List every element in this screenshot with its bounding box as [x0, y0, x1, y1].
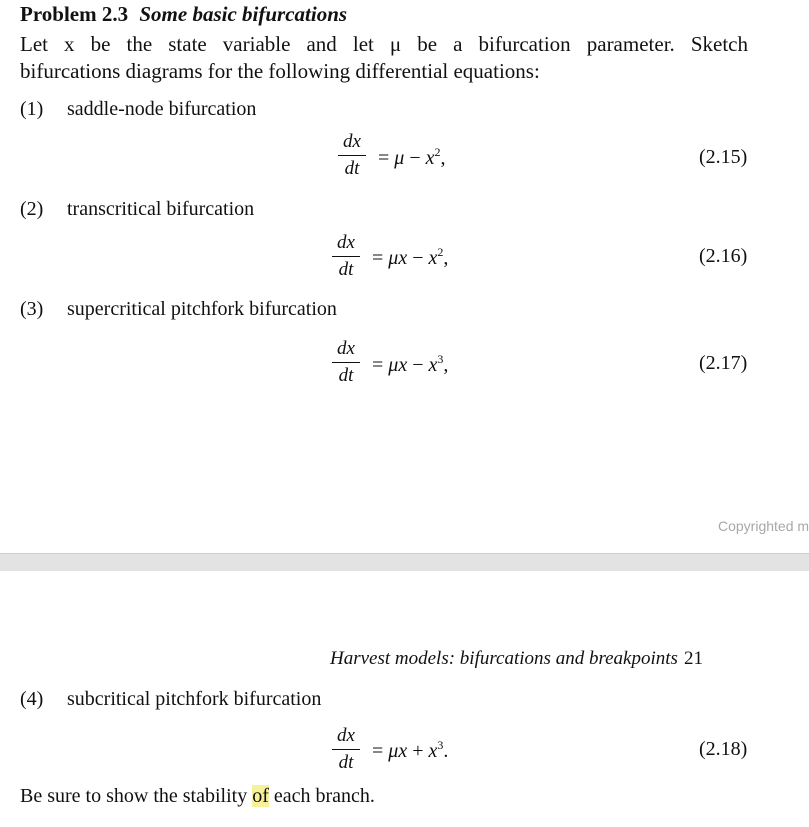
- intro-line-1: Let x be the state variable and let μ be a bifurcation parameter. Sketch: [20, 32, 748, 56]
- equation-number: (2.17): [699, 352, 748, 374]
- fraction-denominator: dt: [338, 365, 354, 386]
- closing-text-before: Be sure to show the stability: [20, 785, 253, 807]
- equation-fraction: [332, 232, 360, 281]
- rhs-operator: −: [407, 354, 429, 376]
- copyright-watermark: Copyrighted m: [718, 518, 809, 534]
- problem-name: Some basic bifurcations: [139, 2, 348, 26]
- rhs-operator: −: [407, 247, 429, 269]
- fraction-numerator: dx: [337, 338, 355, 359]
- list-item-1: [20, 98, 256, 121]
- equation-number: (2.18): [699, 738, 748, 760]
- rhs-term: μx: [388, 740, 408, 762]
- problem-title: [20, 2, 347, 27]
- rhs-exponent: 2: [437, 245, 444, 259]
- rhs-variable: x: [425, 147, 435, 169]
- item-label: subcritical pitchfork bifurcation: [67, 688, 322, 710]
- running-head: [330, 648, 703, 670]
- rhs-exponent: 3: [437, 738, 444, 752]
- fraction-numerator: dx: [343, 131, 361, 152]
- fraction-denominator: dt: [344, 158, 360, 179]
- equation-rhs: [372, 352, 448, 377]
- highlighted-word[interactable]: of: [252, 785, 269, 807]
- rhs-exponent: 2: [434, 145, 441, 159]
- rhs-variable: x: [428, 354, 438, 376]
- rhs-punctuation: ,: [443, 247, 449, 269]
- rhs-term: μx: [388, 247, 408, 269]
- rhs-punctuation: ,: [443, 354, 449, 376]
- rhs-operator: +: [407, 740, 429, 762]
- item-number: (2): [20, 198, 44, 220]
- fraction-numerator: dx: [337, 232, 355, 253]
- problem-intro: [20, 31, 748, 85]
- fraction-bar: [332, 362, 360, 363]
- fraction-bar: [332, 256, 360, 257]
- rhs-variable: x: [428, 247, 438, 269]
- item-number: (3): [20, 298, 44, 320]
- page-number: 21: [683, 648, 703, 669]
- rhs-punctuation: .: [443, 740, 449, 762]
- equation-fraction: [332, 338, 360, 387]
- fraction-bar: [332, 749, 360, 750]
- equation-fraction: [332, 725, 360, 774]
- problem-label: Problem 2.3: [20, 2, 129, 26]
- list-item-4: [20, 688, 321, 711]
- equation-rhs: [378, 145, 446, 170]
- rhs-operator: −: [404, 147, 426, 169]
- item-number: (4): [20, 688, 44, 710]
- fraction-bar: [338, 155, 366, 156]
- list-item-2: [20, 198, 254, 221]
- equation-rhs: [372, 245, 448, 270]
- rhs-variable: x: [428, 740, 438, 762]
- item-label: transcritical bifurcation: [67, 198, 255, 220]
- running-head-title: Harvest models: bifurcations and breakpoints: [330, 648, 678, 669]
- item-number: (1): [20, 98, 44, 120]
- item-label: saddle-node bifurcation: [67, 98, 257, 120]
- item-label: supercritical pitchfork bifurcation: [67, 298, 337, 320]
- equation-fraction: [338, 131, 366, 180]
- rhs-term: μx: [388, 354, 408, 376]
- list-item-3: [20, 298, 337, 321]
- closing-sentence: [20, 785, 375, 808]
- page-gutter: [0, 553, 809, 572]
- equation-number: (2.16): [699, 245, 748, 267]
- rhs-term: μ: [394, 147, 405, 169]
- equals-sign: =: [372, 740, 389, 762]
- rhs-punctuation: ,: [440, 147, 446, 169]
- equals-sign: =: [372, 247, 389, 269]
- equals-sign: =: [378, 147, 395, 169]
- equals-sign: =: [372, 354, 389, 376]
- fraction-denominator: dt: [338, 259, 354, 280]
- fraction-denominator: dt: [338, 752, 354, 773]
- intro-line-2: bifurcations diagrams for the following differential equations:: [20, 59, 540, 83]
- equation-rhs: [372, 738, 448, 763]
- closing-text-after: each branch.: [268, 785, 375, 807]
- fraction-numerator: dx: [337, 725, 355, 746]
- equation-number: (2.15): [699, 146, 748, 168]
- rhs-exponent: 3: [437, 352, 444, 366]
